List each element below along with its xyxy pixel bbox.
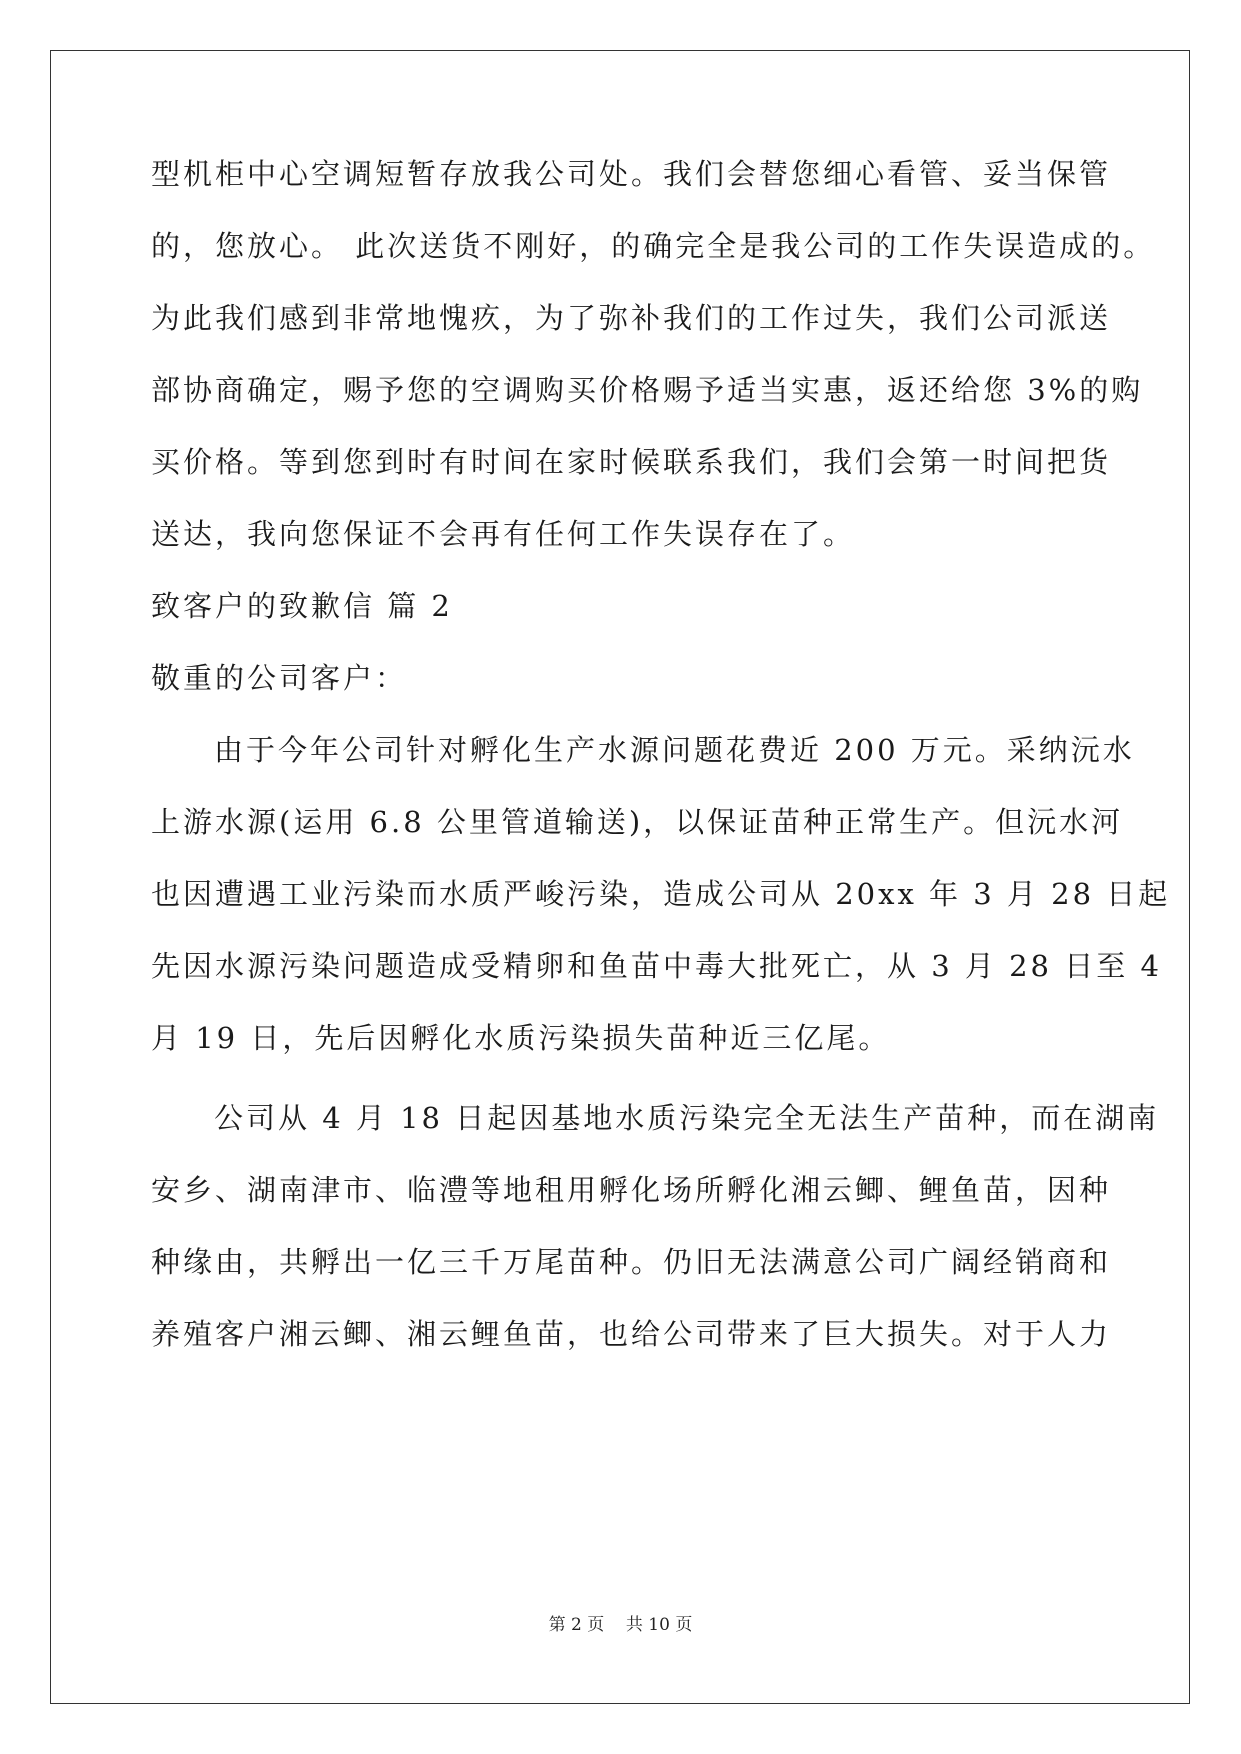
body-text-line: 买价格。等到您到时有时间在家时候联系我们，我们会第一时间把货 bbox=[151, 445, 1112, 479]
body-text-line: 先因水源污染问题造成受精卵和鱼苗中毒大批死亡，从 3 月 28 日至 4 bbox=[151, 949, 1162, 983]
body-text-line: 部协商确定，赐予您的空调购买价格赐予适当实惠，返还给您 3%的购 bbox=[151, 373, 1144, 407]
body-text-line: 上游水源(运用 6.8 公里管道输送)，以保证苗种正常生产。但沅水河 bbox=[151, 805, 1124, 839]
body-text-line: 为此我们感到非常地愧疚，为了弥补我们的工作过失，我们公司派送 bbox=[151, 301, 1112, 335]
body-text-line: 由于今年公司针对孵化生产水源问题花费近 200 万元。采纳沅水 bbox=[214, 733, 1135, 767]
body-text-line: 养殖客户湘云鲫、湘云鲤鱼苗，也给公司带来了巨大损失。对于人力 bbox=[151, 1317, 1112, 1351]
body-text-line: 的，您放心。 此次送货不刚好，的确完全是我公司的工作失误造成的。 bbox=[151, 229, 1156, 263]
body-text-line: 安乡、湖南津市、临澧等地租用孵化场所孵化湘云鲫、鲤鱼苗，因种 bbox=[151, 1173, 1112, 1207]
body-text-line: 也因遭遇工业污染而水质严峻污染，造成公司从 20xx 年 3 月 28 日起 bbox=[151, 877, 1171, 911]
body-text-line: 种缘由，共孵出一亿三千万尾苗种。仍旧无法满意公司广阔经销商和 bbox=[151, 1245, 1112, 1279]
salutation: 敬重的公司客户： bbox=[151, 661, 408, 695]
body-text-line: 型机柜中心空调短暂存放我公司处。我们会替您细心看管、妥当保管 bbox=[151, 157, 1112, 191]
body-text-line: 月 19 日，先后因孵化水质污染损失苗种近三亿尾。 bbox=[151, 1021, 891, 1055]
section-title: 致客户的致歉信 篇 2 bbox=[151, 589, 453, 623]
body-text-line: 公司从 4 月 18 日起因基地水质污染完全无法生产苗种，而在湖南 bbox=[214, 1101, 1160, 1135]
body-text-line: 送达，我向您保证不会再有任何工作失误存在了。 bbox=[151, 517, 856, 551]
page-indicator: 第 2 页 共 10 页 bbox=[548, 1615, 693, 1635]
